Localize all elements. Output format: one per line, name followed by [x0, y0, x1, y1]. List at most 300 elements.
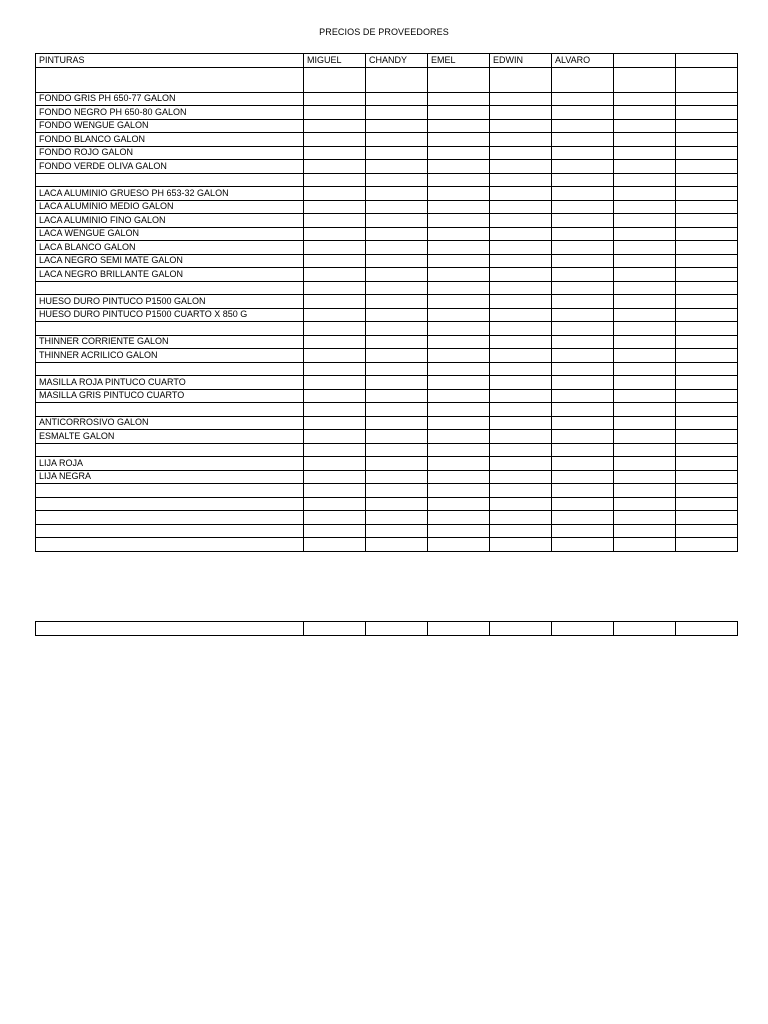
price-cell [552, 376, 614, 390]
table-row [36, 92, 738, 106]
price-cell [428, 362, 490, 376]
price-cell [304, 538, 366, 552]
price-cell [428, 322, 490, 336]
price-cell [552, 335, 614, 349]
price-cell [676, 470, 738, 484]
price-cell [676, 227, 738, 241]
price-cell [366, 254, 428, 268]
price-cell [366, 119, 428, 133]
product-cell: LIJA ROJA [36, 457, 304, 471]
price-cell [490, 376, 552, 390]
price-cell [490, 160, 552, 174]
price-cell [428, 106, 490, 120]
price-cell [490, 146, 552, 160]
product-cell: ESMALTE GALON [36, 430, 304, 444]
price-cell [366, 524, 428, 538]
price-cell [552, 146, 614, 160]
product-cell: LACA ALUMINIO MEDIO GALON [36, 200, 304, 214]
header-blank [676, 54, 738, 68]
price-cell [366, 349, 428, 363]
price-cell [366, 484, 428, 498]
table-row [36, 538, 738, 552]
price-cell [490, 403, 552, 417]
price-cell [552, 497, 614, 511]
price-cell [552, 227, 614, 241]
price-cell [614, 443, 676, 457]
price-cell [304, 497, 366, 511]
price-cell [614, 295, 676, 309]
footer-cell [676, 622, 738, 636]
product-cell: LACA ALUMINIO GRUESO PH 653-32 GALON [36, 187, 304, 201]
price-cell [366, 430, 428, 444]
price-cell [428, 484, 490, 498]
price-cell [552, 241, 614, 255]
price-cell [614, 67, 676, 92]
price-cell [304, 416, 366, 430]
price-cell [490, 443, 552, 457]
price-cell [552, 538, 614, 552]
table-row [36, 254, 738, 268]
price-cell [366, 322, 428, 336]
table-row [36, 119, 738, 133]
footer-cell [490, 622, 552, 636]
price-cell [304, 106, 366, 120]
price-cell [428, 389, 490, 403]
price-cell [552, 119, 614, 133]
price-cell [304, 308, 366, 322]
price-cell [490, 538, 552, 552]
price-cell [304, 349, 366, 363]
price-cell [676, 430, 738, 444]
table-row [36, 376, 738, 390]
product-cell [36, 322, 304, 336]
price-cell [490, 470, 552, 484]
price-cell [428, 457, 490, 471]
product-cell [36, 362, 304, 376]
product-cell: FONDO ROJO GALON [36, 146, 304, 160]
price-cell [676, 214, 738, 228]
price-cell [614, 119, 676, 133]
price-cell [676, 362, 738, 376]
price-cell [552, 308, 614, 322]
price-cell [614, 92, 676, 106]
product-cell: MASILLA ROJA PINTUCO CUARTO [36, 376, 304, 390]
price-cell [490, 349, 552, 363]
price-cell [552, 160, 614, 174]
price-cell [304, 484, 366, 498]
price-cell [304, 214, 366, 228]
price-cell [304, 241, 366, 255]
price-cell [366, 214, 428, 228]
table-row [36, 146, 738, 160]
price-cell [676, 146, 738, 160]
price-cell [614, 389, 676, 403]
price-cell [676, 524, 738, 538]
price-cell [366, 133, 428, 147]
price-cell [428, 335, 490, 349]
price-cell [676, 106, 738, 120]
price-cell [304, 430, 366, 444]
price-cell [490, 214, 552, 228]
price-cell [490, 119, 552, 133]
price-cell [490, 457, 552, 471]
price-cell [428, 376, 490, 390]
price-cell [676, 484, 738, 498]
price-cell [428, 268, 490, 282]
price-cell [490, 92, 552, 106]
price-cell [366, 281, 428, 295]
table-row [36, 484, 738, 498]
price-cell [552, 362, 614, 376]
product-cell: FONDO WENGUE GALON [36, 119, 304, 133]
product-cell: FONDO NEGRO PH 650-80 GALON [36, 106, 304, 120]
price-cell [490, 430, 552, 444]
price-cell [676, 376, 738, 390]
price-cell [428, 160, 490, 174]
price-cell [614, 268, 676, 282]
price-cell [676, 389, 738, 403]
price-cell [304, 389, 366, 403]
product-cell: THINNER CORRIENTE GALON [36, 335, 304, 349]
price-cell [304, 376, 366, 390]
price-cell [304, 67, 366, 92]
price-cell [366, 457, 428, 471]
price-cell [614, 106, 676, 120]
table-row [36, 322, 738, 336]
price-cell [428, 308, 490, 322]
price-cell [676, 67, 738, 92]
table-row [36, 133, 738, 147]
price-cell [490, 335, 552, 349]
product-cell [36, 484, 304, 498]
price-cell [490, 187, 552, 201]
price-cell [428, 295, 490, 309]
price-cell [490, 281, 552, 295]
price-cell [552, 322, 614, 336]
price-cell [428, 511, 490, 525]
price-cell [552, 67, 614, 92]
product-cell [36, 281, 304, 295]
price-cell [490, 416, 552, 430]
price-cell [428, 281, 490, 295]
table-row [36, 268, 738, 282]
price-cell [614, 241, 676, 255]
price-cell [490, 200, 552, 214]
price-cell [366, 241, 428, 255]
price-cell [676, 416, 738, 430]
price-cell [552, 214, 614, 228]
price-cell [614, 160, 676, 174]
price-cell [490, 322, 552, 336]
price-cell [366, 470, 428, 484]
price-cell [614, 200, 676, 214]
price-cell [552, 254, 614, 268]
price-cell [490, 308, 552, 322]
table-row [36, 227, 738, 241]
price-cell [676, 187, 738, 201]
product-cell [36, 403, 304, 417]
price-cell [428, 403, 490, 417]
price-cell [490, 511, 552, 525]
price-cell [676, 133, 738, 147]
price-cell [552, 430, 614, 444]
price-cell [490, 268, 552, 282]
table-row [36, 241, 738, 255]
price-cell [676, 457, 738, 471]
header-row [36, 54, 738, 68]
footer-cell [428, 622, 490, 636]
product-cell: LIJA NEGRA [36, 470, 304, 484]
price-cell [676, 497, 738, 511]
price-cell [676, 403, 738, 417]
price-cell [676, 160, 738, 174]
product-cell [36, 497, 304, 511]
product-cell: HUESO DURO PINTUCO P1500 GALON [36, 295, 304, 309]
price-cell [614, 538, 676, 552]
price-cell [428, 119, 490, 133]
price-cell [676, 254, 738, 268]
product-cell: MASILLA GRIS PINTUCO CUARTO [36, 389, 304, 403]
header-supplier-edwin: EDWIN [490, 54, 552, 68]
price-cell [428, 200, 490, 214]
price-cell [304, 443, 366, 457]
price-cell [490, 227, 552, 241]
product-cell: FONDO VERDE OLIVA GALON [36, 160, 304, 174]
price-cell [490, 389, 552, 403]
price-cell [614, 146, 676, 160]
header-blank [614, 54, 676, 68]
price-cell [552, 443, 614, 457]
footer-cell [36, 622, 304, 636]
price-cell [428, 241, 490, 255]
product-cell: FONDO BLANCO GALON [36, 133, 304, 147]
price-cell [614, 524, 676, 538]
price-cell [366, 200, 428, 214]
footer-row [36, 622, 738, 636]
footer-cell [366, 622, 428, 636]
footer-table [35, 621, 738, 636]
price-cell [304, 457, 366, 471]
price-cell [304, 403, 366, 417]
product-cell [36, 524, 304, 538]
header-supplier-chandy: CHANDY [366, 54, 428, 68]
price-cell [428, 227, 490, 241]
price-cell [552, 173, 614, 187]
table-row [36, 187, 738, 201]
table-row [36, 308, 738, 322]
price-cell [490, 362, 552, 376]
price-cell [366, 187, 428, 201]
price-cell [428, 254, 490, 268]
table-row [36, 200, 738, 214]
table-row [36, 389, 738, 403]
table-row [36, 457, 738, 471]
price-cell [304, 119, 366, 133]
product-cell [36, 173, 304, 187]
table-row [36, 349, 738, 363]
product-cell: LACA BLANCO GALON [36, 241, 304, 255]
price-cell [676, 268, 738, 282]
product-cell: HUESO DURO PINTUCO P1500 CUARTO X 850 G [36, 308, 304, 322]
price-cell [428, 416, 490, 430]
price-cell [676, 281, 738, 295]
table-row [36, 416, 738, 430]
price-cell [366, 362, 428, 376]
price-cell [490, 133, 552, 147]
price-cell [490, 241, 552, 255]
price-cell [428, 92, 490, 106]
price-cell [676, 173, 738, 187]
footer-cell [614, 622, 676, 636]
table-row [36, 173, 738, 187]
price-cell [676, 295, 738, 309]
product-cell [36, 538, 304, 552]
price-cell [304, 173, 366, 187]
product-cell: THINNER ACRILICO GALON [36, 349, 304, 363]
price-cell [304, 268, 366, 282]
document-title: PRECIOS DE PROVEEDORES [319, 27, 449, 37]
price-cell [428, 470, 490, 484]
price-cell [614, 376, 676, 390]
price-cell [366, 443, 428, 457]
price-cell [614, 403, 676, 417]
price-cell [614, 497, 676, 511]
product-cell: LACA NEGRO BRILLANTE GALON [36, 268, 304, 282]
price-cell [428, 349, 490, 363]
price-cell [304, 160, 366, 174]
table-row [36, 281, 738, 295]
price-cell [490, 497, 552, 511]
price-cell [366, 308, 428, 322]
price-cell [614, 322, 676, 336]
price-cell [552, 295, 614, 309]
price-cell [614, 470, 676, 484]
price-cell [490, 295, 552, 309]
price-cell [304, 146, 366, 160]
price-cell [676, 335, 738, 349]
header-supplier-miguel: MIGUEL [304, 54, 366, 68]
product-cell: LACA NEGRO SEMI MATE GALON [36, 254, 304, 268]
price-cell [366, 295, 428, 309]
price-cell [304, 281, 366, 295]
price-cell [676, 119, 738, 133]
table-row [36, 443, 738, 457]
price-cell [366, 416, 428, 430]
price-cell [428, 214, 490, 228]
product-cell: LACA WENGUE GALON [36, 227, 304, 241]
price-cell [490, 67, 552, 92]
table-row [36, 67, 738, 92]
price-cell [614, 457, 676, 471]
price-cell [552, 106, 614, 120]
price-cell [304, 92, 366, 106]
price-cell [676, 443, 738, 457]
price-cell [366, 92, 428, 106]
product-cell [36, 443, 304, 457]
price-cell [366, 160, 428, 174]
price-cell [428, 173, 490, 187]
price-cell [366, 335, 428, 349]
price-cell [676, 92, 738, 106]
table-row [36, 106, 738, 120]
price-cell [304, 470, 366, 484]
price-cell [552, 268, 614, 282]
product-cell [36, 67, 304, 92]
table-row [36, 160, 738, 174]
price-cell [676, 511, 738, 525]
product-cell: LACA ALUMINIO FINO GALON [36, 214, 304, 228]
price-cell [552, 349, 614, 363]
price-cell [614, 214, 676, 228]
price-cell [614, 187, 676, 201]
price-cell [366, 511, 428, 525]
price-cell [366, 67, 428, 92]
price-cell [366, 403, 428, 417]
table-row [36, 335, 738, 349]
table-row [36, 511, 738, 525]
table-row [36, 295, 738, 309]
price-cell [614, 349, 676, 363]
price-cell [614, 511, 676, 525]
price-cell [676, 322, 738, 336]
price-cell [304, 254, 366, 268]
header-supplier-emel: EMEL [428, 54, 490, 68]
table-row [36, 470, 738, 484]
price-cell [552, 389, 614, 403]
price-cell [490, 484, 552, 498]
price-cell [614, 416, 676, 430]
price-cell [676, 308, 738, 322]
price-cell [676, 241, 738, 255]
price-cell [552, 524, 614, 538]
price-cell [676, 200, 738, 214]
price-cell [304, 362, 366, 376]
header-supplier-alvaro: ALVARO [552, 54, 614, 68]
price-cell [552, 416, 614, 430]
price-cell [304, 200, 366, 214]
price-table [35, 53, 738, 552]
price-cell [490, 524, 552, 538]
footer-cell [552, 622, 614, 636]
price-cell [366, 376, 428, 390]
price-cell [614, 173, 676, 187]
price-cell [304, 187, 366, 201]
price-cell [366, 268, 428, 282]
price-cell [552, 187, 614, 201]
price-cell [614, 308, 676, 322]
price-cell [304, 227, 366, 241]
price-cell [552, 470, 614, 484]
price-cell [552, 200, 614, 214]
price-cell [552, 484, 614, 498]
header-product: PINTURAS [36, 54, 304, 68]
price-cell [366, 227, 428, 241]
price-cell [428, 430, 490, 444]
price-cell [552, 281, 614, 295]
price-cell [304, 335, 366, 349]
price-cell [614, 430, 676, 444]
price-cell [552, 457, 614, 471]
price-cell [614, 281, 676, 295]
price-cell [366, 538, 428, 552]
price-cell [614, 484, 676, 498]
price-cell [552, 511, 614, 525]
price-cell [428, 67, 490, 92]
price-cell [614, 335, 676, 349]
price-cell [304, 322, 366, 336]
price-table-body [36, 54, 738, 552]
price-cell [366, 497, 428, 511]
